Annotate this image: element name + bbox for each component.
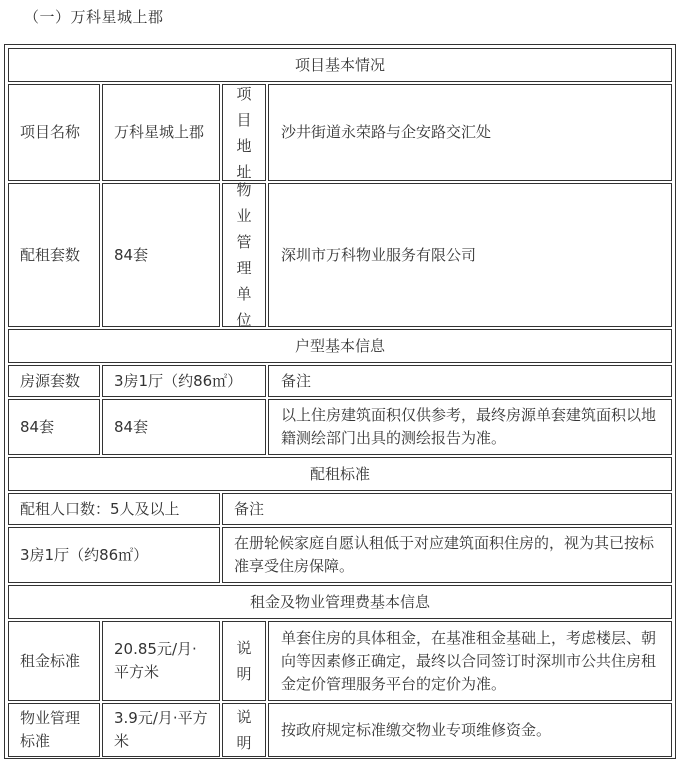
unit-count-value: 84套 [8, 399, 100, 455]
rent-note-label: 说明 [222, 621, 266, 701]
allocation-population-header: 配租人口数：5人及以上 [8, 493, 220, 525]
section-header-allocation: 配租标准 [8, 457, 672, 491]
property-fee-note-label: 说明 [222, 703, 266, 757]
unit-count-header: 房源套数 [8, 365, 100, 397]
section-header-rent: 租金及物业管理费基本信息 [8, 585, 672, 619]
section-header-basic: 项目基本情况 [8, 48, 672, 82]
allocation-unit-type: 3房1厅（约86㎡） [8, 527, 220, 583]
property-management-label: 物业管理单位 [222, 183, 266, 327]
unit-note-value: 以上住房建筑面积仅供参考，最终房源单套建筑面积以地籍测绘部门出具的测绘报告为准。 [268, 399, 672, 455]
unit-note-header: 备注 [268, 365, 672, 397]
allocation-count-label: 配租套数 [8, 183, 100, 327]
unit-type-count-value: 84套 [102, 399, 266, 455]
rent-note-value: 单套住房的具体租金，在基准租金基础上，考虑楼层、朝向等因素修正确定，最终以合同签订时深圳市公共住房租金定价管理服务平台的定价为准。 [268, 621, 672, 701]
rent-standard-label: 租金标准 [8, 621, 100, 701]
unit-type-header: 3房1厅（约86㎡） [102, 365, 266, 397]
rent-standard-value: 20.85元/月·平方米 [102, 621, 220, 701]
property-fee-value: 3.9元/月·平方米 [102, 703, 220, 757]
section-heading: （一）万科星城上郡 [24, 8, 164, 26]
allocation-note-header: 备注 [222, 493, 672, 525]
project-name-value: 万科星城上郡 [102, 84, 220, 181]
property-fee-note-value: 按政府规定标准缴交物业专项维修资金。 [268, 703, 672, 757]
section-header-unit: 户型基本信息 [8, 329, 672, 363]
project-name-label: 项目名称 [8, 84, 100, 181]
project-address-label: 项目地址 [222, 84, 266, 181]
property-fee-label: 物业管理标准 [8, 703, 100, 757]
allocation-note-value: 在册轮候家庭自愿认租低于对应建筑面积住房的，视为其已按标准享受住房保障。 [222, 527, 672, 583]
project-address-value: 沙井街道永荣路与企安路交汇处 [268, 84, 672, 181]
allocation-count-value: 84套 [102, 183, 220, 327]
property-management-value: 深圳市万科物业服务有限公司 [268, 183, 672, 327]
